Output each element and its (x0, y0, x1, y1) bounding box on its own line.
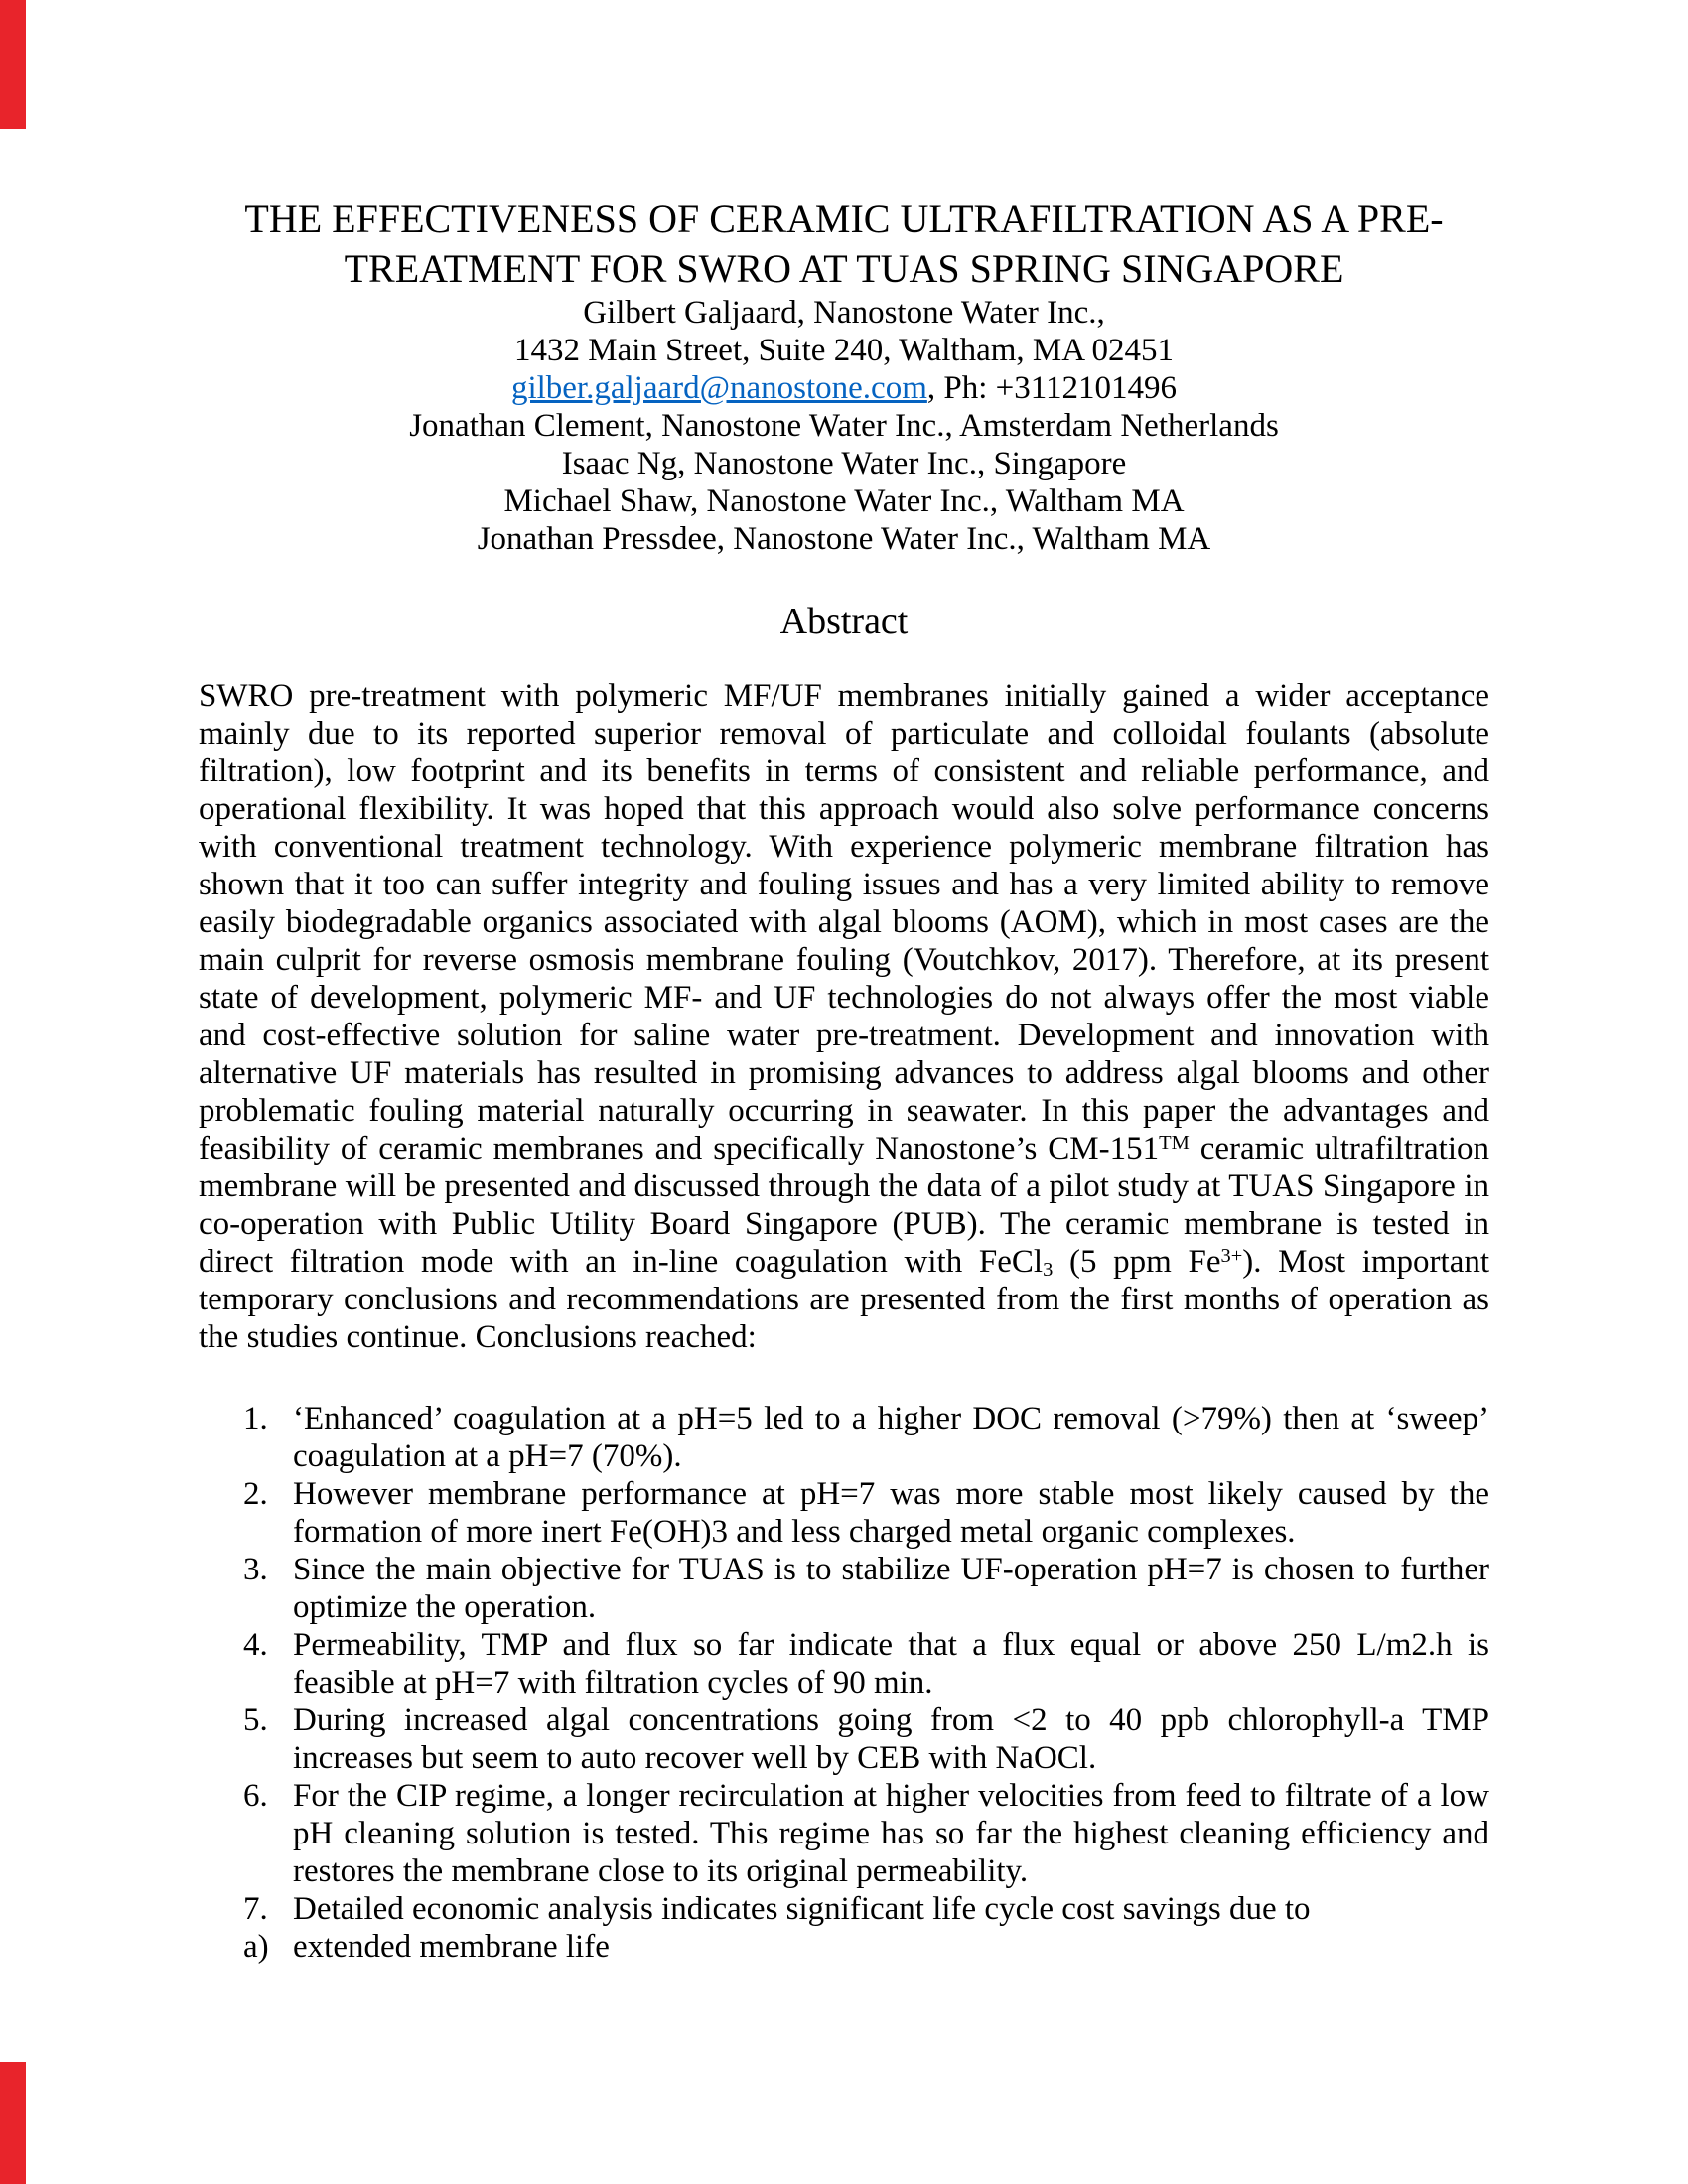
list-item-text: For the CIP regime, a longer recirculation at higher velocities from feed to filtrate of a low pH cleaning solution is tested. This regime has so far the highest cleaning efficiency and restores the membrane close to its original permeability. (293, 1778, 1489, 1889)
list-item-text: Permeability, TMP and flux so far indicate that a flux equal or above 250 L/m2.h is feasible at pH=7 with filtration cycles of 90 min. (293, 1627, 1489, 1701)
author-address: 1432 Main Street, Suite 240, Waltham, MA 02451 (513, 333, 1175, 368)
list-item (243, 1551, 1489, 1626)
list-item-text: Since the main objective for TUAS is to stabilize UF-operation pH=7 is chosen to further optimize the operation. (293, 1552, 1489, 1625)
author-line-2: Jonathan Clement, Nanostone Water Inc., Amsterdam Netherlands (409, 408, 1279, 444)
email-link[interactable]: gilber.galjaard@nanostone.com (510, 370, 927, 406)
author-contact (199, 369, 1489, 407)
abstract-text-2: ceramic ultrafiltration membrane will be presented and discussed through the data of a pilot study at TUAS Singapore in co-operation with Public Utility Board Singapore (PUB). The ceramic membrane is tested in direct filtration mode with an in-line coagulation with FeCl (199, 1131, 1489, 1280)
conclusions-list (243, 1400, 1489, 1966)
paper-title-line1: THE EFFECTIVENESS OF CERAMIC ULTRAFILTRATION AS A PRE- (244, 197, 1444, 241)
list-item-marker: 6. (243, 1778, 268, 1814)
list-item-marker: 2. (243, 1476, 268, 1512)
list-item-marker: 5. (243, 1703, 268, 1738)
author-block (199, 294, 1489, 558)
list-item-marker: 1. (243, 1401, 268, 1436)
trademark-superscript: TM (1159, 1132, 1190, 1155)
author-line-1: Gilbert Galjaard, Nanostone Water Inc., (583, 295, 1105, 331)
paper-title-line2: TREATMENT FOR SWRO AT TUAS SPRING SINGAPORE (344, 246, 1344, 291)
page-edge-marker-bottom (0, 2062, 26, 2184)
list-item (243, 1777, 1489, 1890)
list-item (243, 1702, 1489, 1777)
list-item (243, 1475, 1489, 1551)
fecl3-subscript: 3 (1043, 1258, 1054, 1281)
list-item-marker: 3. (243, 1552, 268, 1587)
list-item-text: However membrane performance at pH=7 was more stable most likely caused by the formation of more inert Fe(OH)3 and less charged metal organic complexes. (293, 1476, 1489, 1550)
list-item-text: extended membrane life (293, 1929, 610, 1965)
author-line-3: Isaac Ng, Nanostone Water Inc., Singapore (561, 446, 1127, 481)
paper-title (199, 195, 1489, 294)
list-item (243, 1890, 1489, 1928)
author-line-5: Jonathan Pressdee, Nanostone Water Inc., Waltham MA (477, 521, 1211, 557)
author-line-4: Michael Shaw, Nanostone Water Inc., Waltham MA (503, 483, 1185, 519)
list-item-marker: a) (243, 1929, 269, 1965)
list-item-marker: 4. (243, 1627, 268, 1663)
abstract-heading: Abstract (779, 601, 909, 642)
page-content (199, 0, 1489, 1966)
list-item-marker: 7. (243, 1891, 268, 1927)
list-item (243, 1928, 1489, 1966)
abstract-text-3: (5 ppm Fe (1053, 1244, 1221, 1280)
list-item (243, 1400, 1489, 1475)
list-item-text: ‘Enhanced’ coagulation at a pH=5 led to a higher DOC removal (>79%) then at ‘sweep’ coagulation at a pH=7 (70%). (293, 1401, 1489, 1474)
abstract-text-1: SWRO pre-treatment with polymeric MF/UF membranes initially gained a wider acceptance mainly due to its reported superior removal of particulate and colloidal foulants (absolute filtration), low footprint and its benefits in terms of consistent and reliable performance, and operational flexibility. It was hoped that this approach would also solve performance concerns with conventional treatment technology. With experience polymeric membrane filtration has shown that it too can suffer integrity and fouling issues and has a very limited ability to remove easily biodegradable organics associated with algal blooms (AOM), which in most cases are the main culprit for reverse osmosis membrane fouling (Voutchkov, 2017). Therefore, at its present state of development, polymeric MF- and UF technologies do not always offer the most viable and cost-effective solution for saline water pre-treatment. Development and innovation with alternative UF materials has resulted in promising advances to address algal blooms and other problematic fouling material naturally occurring in seawater. In this paper the advantages and feasibility of ceramic membranes and specifically Nanostone’s CM-151 (199, 678, 1489, 1166)
abstract-text-4: ). Most important temporary conclusions and recommendations are presented from the first months of operation as the studies continue. Conclusions reached: (199, 1244, 1490, 1355)
abstract-paragraph (199, 677, 1489, 1356)
list-item (243, 1626, 1489, 1702)
fe3plus-superscript: 3+ (1220, 1245, 1243, 1268)
list-item-text: Detailed economic analysis indicates significant life cycle cost savings due to (293, 1891, 1311, 1927)
list-item-text: During increased algal concentrations going from <2 to 40 ppb chlorophyll-a TMP increases but seem to auto recover well by CEB with NaOCl. (293, 1703, 1489, 1776)
page-edge-marker-top (0, 0, 26, 129)
phone-text: , Ph: +3112101496 (926, 370, 1178, 406)
